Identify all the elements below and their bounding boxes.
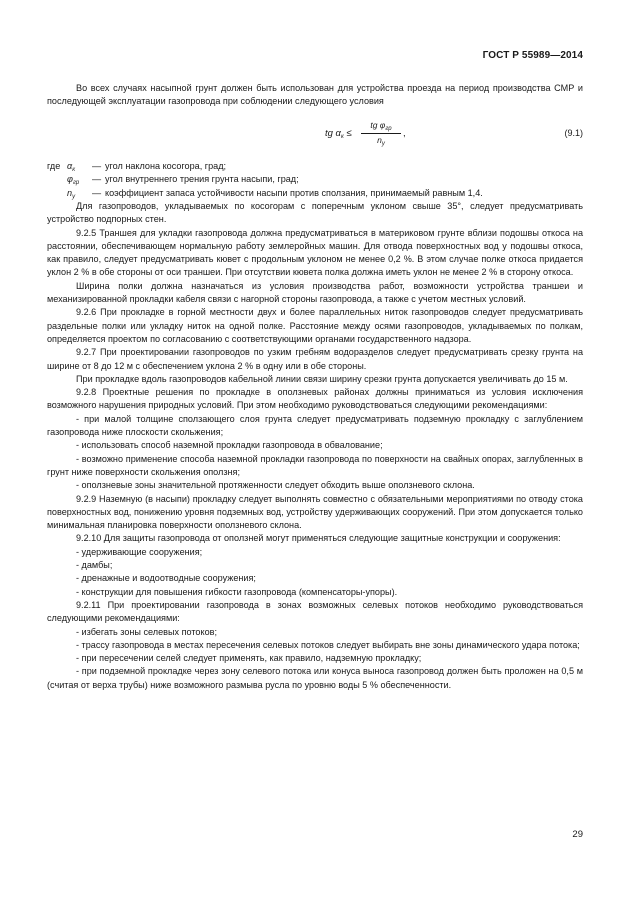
legend-desc: коэффициент запаса устойчивости насыпи против сползания, принимаемый равным 1,4.	[105, 187, 483, 198]
equation-number: (9.1)	[564, 128, 583, 138]
page-number: 29	[572, 829, 583, 840]
list-item: - возможно применение способа наземной прокладки газопровода по поверхности на свайных опорах, заглубленных в грунт ниже поверхности скольжения оползня;	[47, 453, 583, 477]
intro-block	[47, 82, 583, 109]
formula-numerator: tg $\varphi_{гр}$	[361, 120, 401, 134]
standard-code-header: ГОСТ Р 55989—2014	[482, 50, 583, 61]
paragraph: При прокладке вдоль газопроводов кабельной линии связи ширину срезки грунта допускается увеличивать до 15 м.	[76, 373, 568, 384]
paragraph: 9.2.11 При проектировании газопровода в зонах возможных селевых потоков необходимо руководствоваться следующими рекомендациями:	[47, 599, 583, 624]
paragraph: 9.2.7 При проектировании газопроводов по узким гребням водоразделов следует предусматривать срезку грунта на ширине от 8 до 12 м с обеспечением уклона 2 % в одну или в обе стороны.	[47, 347, 583, 371]
list-item: - дренажные и водоотводные сооружения;	[76, 573, 256, 584]
paragraph: 9.2.8 Проектные решения по прокладке в оползневых районах должны приниматься из условия исключения возможного нарушения природных условий. При этом необходимо руководствоваться следующими рекомендациями:	[47, 387, 583, 411]
paragraph: 9.2.6 При прокладке в горной местности двух и более параллельных ниток газопроводов следует предусматривать раздельные полки или укладку ниток на одной полке. Расстояние между осями газопроводов, укладываемых по полкам, определяется проектом по согласованию с соответствующими органами государственного надзора.	[47, 307, 583, 344]
list-item: - удерживающие сооружения;	[76, 546, 203, 557]
list-item: - при малой толщине сползающего слоя грунта следует предусматривать подземную прокладку с заглублением газопровода ниже плоскости скольжения;	[47, 413, 583, 438]
main-text-block	[47, 200, 583, 692]
list-item: - трассу газопровода в местах пересечения селевых потоков следует выбирать вне зоны динамического удара потока;	[76, 639, 580, 650]
paragraph: 9.2.10 Для защиты газопровода от оползней могут применяться следующие защитные конструкции и сооружения:	[76, 533, 561, 544]
legend-row: где $\alpha_к$ — угол наклона косогора, град;	[47, 161, 227, 173]
paragraph: 9.2.9 Наземную (в насыпи) прокладку следует выполнять совместно с обязательными мероприятиями по отводу стока поверхностных вод, понижению уровня подземных вод, устройству удерживающих сооружений. При этом допускается только минимальная планировка поверхности оползневого склона.	[47, 493, 583, 531]
list-item: - при подземной прокладке через зону селевого потока или конуса выноса газопровод должен быть проложен на 0,5 м (считая от верха трубы) ниже возможного размыва русла по уровню воды 5 % обеспеченности.	[47, 666, 583, 690]
legend-row: $\varphi_{гр}$ — угол внутреннего трения грунта насыпи, град;	[67, 174, 299, 187]
list-item: - при пересечении селей следует применять, как правило, надземную прокладку;	[76, 653, 422, 664]
intro-paragraph: Во всех случаях насыпной грунт должен быть использован для устройства проезда на период производства СМР и последующей эксплуатации газопровода при соблюдении следующего условия	[47, 83, 583, 107]
legend-desc: угол наклона косогора, град;	[105, 161, 227, 171]
paragraph: Для газопроводов, укладываемых по косогорам с поперечным уклоном свыше 35°, следует предусматривать устройство подпорных стен.	[47, 201, 583, 225]
list-item: - конструкции для повышения гибкости газопровода (компенсаторы-упоры).	[76, 586, 398, 597]
legend-row: $n_у$ — коэффициент запаса устойчивости насыпи против сползания, принимаемый равным 1,4.	[67, 187, 483, 200]
list-item: - дамбы;	[76, 560, 113, 571]
where-legend	[47, 160, 583, 200]
list-item: - избегать зоны селевых потоков;	[76, 626, 217, 637]
paragraph: Ширина полки должна назначаться из условия производства работ, возможности устройства траншеи и механизированной прокладки кабеля связи с нагорной стороны газопровода, а также с учетом местных условий.	[47, 280, 583, 305]
paragraph: 9.2.5 Траншея для укладки газопровода должна предусматриваться в материковом грунте вблизи подошвы откоса на расстоянии, обеспечивающем нормальную работу землеройных машин. Для отвода поверхностных вод у подошвы откоса, как правило, следует предусматривать кювет с продольным уклоном не менее 0,2 %. В этом случае полке откоса придается уклон 2 % в обе стороны от оси траншеи. При отсутствии кювета полка должна иметь уклон не менее 2 % в сторону откоса.	[47, 227, 583, 278]
list-item: - оползневые зоны значительной протяженности следует обходить выше оползневого склона.	[76, 480, 475, 491]
list-item: - использовать способ наземной прокладки газопровода в обвалование;	[76, 440, 383, 451]
formula-lhs: tg $\alpha_к$ ≤	[325, 128, 352, 140]
legend-desc: угол внутреннего трения грунта насыпи, град;	[105, 174, 299, 185]
formula-denominator: $n_у$	[377, 135, 385, 147]
formula-9-1: tg $\alpha_к$ ≤ tg $\varphi_{гр}$ $n_у$ , (9.1)	[325, 120, 583, 147]
where-label: где	[47, 161, 61, 171]
formula-fraction	[361, 120, 401, 147]
